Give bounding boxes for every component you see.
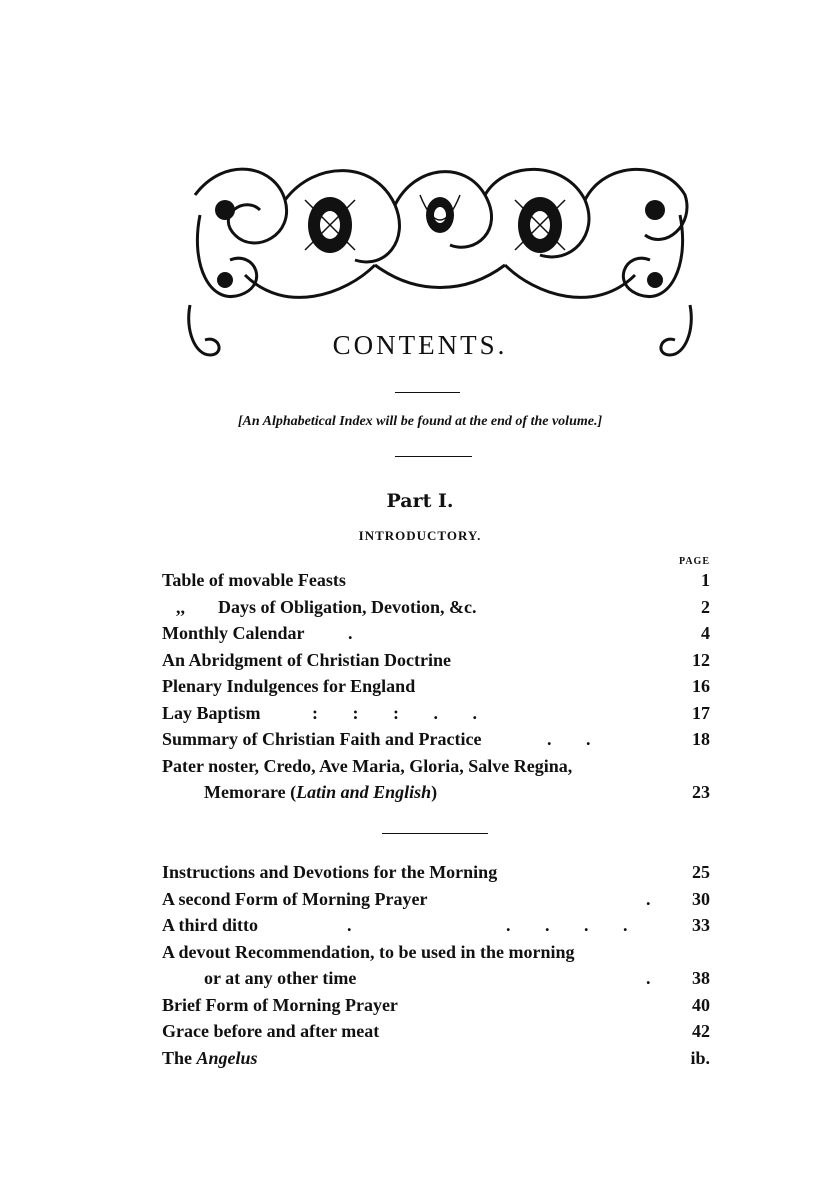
contents-entry: The Angelus ib. (162, 1047, 710, 1068)
contents-entry: Grace before and after meat 42 (162, 1021, 710, 1041)
contents-entry: A devout Recommendation, to be used in the morning (162, 941, 575, 962)
contents-entry: A second Form of Morning Prayer . 30 (162, 888, 710, 909)
contents-entry: Pater noster, Credo, Ave Maria, Gloria, Salve Regina, (162, 755, 573, 776)
page-title: CONTENTS. (332, 330, 508, 360)
contents-entry: Instructions and Devotions for the Morning 25 (162, 862, 710, 882)
part-heading: Part I. (386, 490, 454, 512)
contents-entry: or at any other time . 38 (204, 968, 710, 988)
contents-section-1 (162, 567, 710, 806)
contents-entry: An Abridgment of Christian Doctrine 12 (162, 649, 710, 670)
index-note: [An Alphabetical Index will be found at the end of the volume.] (237, 414, 603, 429)
contents-entry: Monthly Calendar . 4 (162, 623, 710, 643)
section-divider-rule (382, 833, 488, 834)
contents-entry: Brief Form of Morning Prayer 40 (162, 994, 710, 1015)
contents-entry: A third ditto . . . . . 33 (162, 915, 710, 935)
page-column-label: PAGE (678, 556, 710, 567)
divider-rule (395, 456, 472, 457)
contents-entry: Lay Baptism : : : . . 17 (162, 702, 710, 723)
contents-section-2 (162, 859, 710, 1071)
contents-entry: Table of movable Feasts 1 (162, 570, 710, 590)
contents-entry: ,, Days of Obligation, Devotion, &c. 2 (176, 596, 710, 617)
part-subheading: INTRODUCTORY. (358, 528, 482, 543)
contents-entry: Plenary Indulgences for England 16 (162, 676, 710, 696)
contents-entry: Summary of Christian Faith and Practice . . 18 (162, 729, 710, 749)
contents-entry: Memorare (Latin and English) 23 (204, 782, 710, 802)
divider-rule (395, 392, 460, 393)
